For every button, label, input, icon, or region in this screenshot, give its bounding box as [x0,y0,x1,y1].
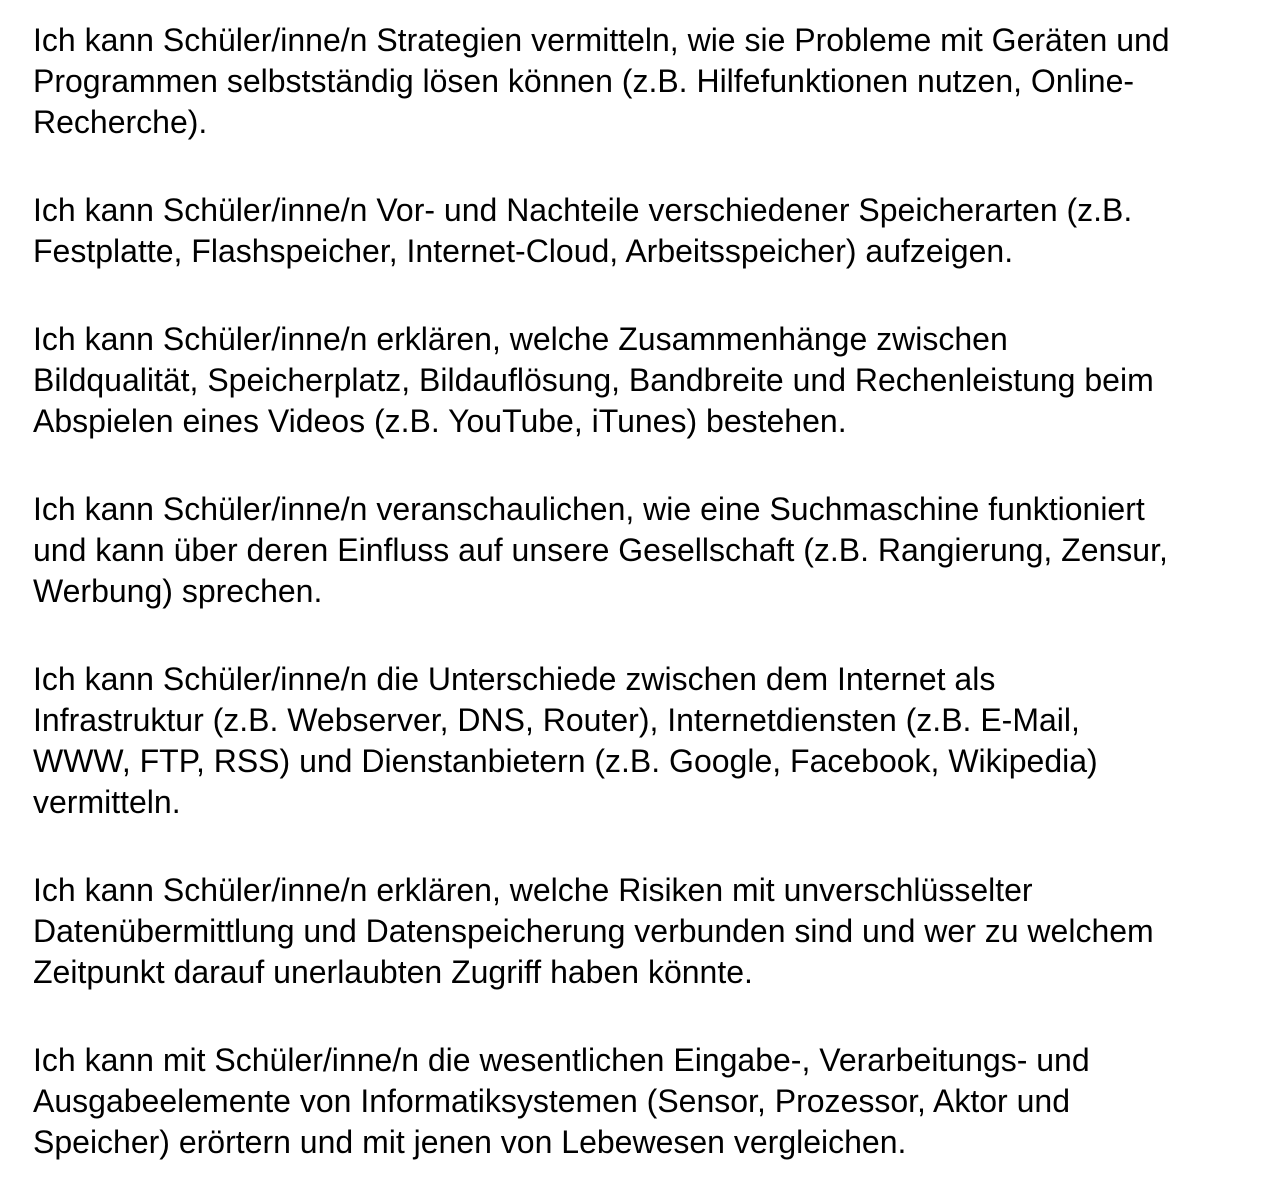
document-body [33,20,1258,1163]
paragraph-data-security-risks: Ich kann Schüler/inne/n erklären, welche Risiken mit unverschlüsselter Datenübermittlung und Datenspeicherung verbunden sind und wer zu welchem Zeitpunkt darauf unerlaubten Zugriff haben könnte. [33,872,1154,990]
paragraph-video-quality: Ich kann Schüler/inne/n erklären, welche Zusammenhänge zwischen Bildqualität, Speicherplatz, Bildauflösung, Bandbreite und Rechenleistung beim Abspielen eines Videos (z.B. YouTube, iTunes) bestehen. [33,321,1154,439]
paragraph-internet-infrastructure: Ich kann Schüler/inne/n die Unterschiede zwischen dem Internet als Infrastruktur (z.B. Webserver, DNS, Router), Internetdiensten (z.B. E-Mail, WWW, FTP, RSS) und Dienstanbietern (z.B. Google, Facebook, Wikipedia) vermitteln. [33,661,1098,820]
paragraph-search-engines: Ich kann Schüler/inne/n veranschaulichen, wie eine Suchmaschine funktioniert und kann über deren Einfluss auf unsere Gesellschaft (z.B. Rangierung, Zensur, Werbung) sprechen. [33,491,1168,609]
paragraph-storage-types: Ich kann Schüler/inne/n Vor- und Nachteile verschiedener Speicherarten (z.B. Festplatte, Flashspeicher, Internet-Cloud, Arbeitsspeicher) aufzeigen. [33,192,1133,269]
paragraph-input-output-elements: Ich kann mit Schüler/inne/n die wesentlichen Eingabe-, Verarbeitungs- und Ausgabeelemente von Informatiksystemen (Sensor, Prozessor, Aktor und Speicher) erörtern und mit jenen von Lebewesen vergleichen. [33,1042,1090,1160]
paragraph-troubleshooting-strategies: Ich kann Schüler/inne/n Strategien vermitteln, wie sie Probleme mit Geräten und Programmen selbstständig lösen können (z.B. Hilfefunktionen nutzen, Online- Recherche). [33,22,1170,140]
